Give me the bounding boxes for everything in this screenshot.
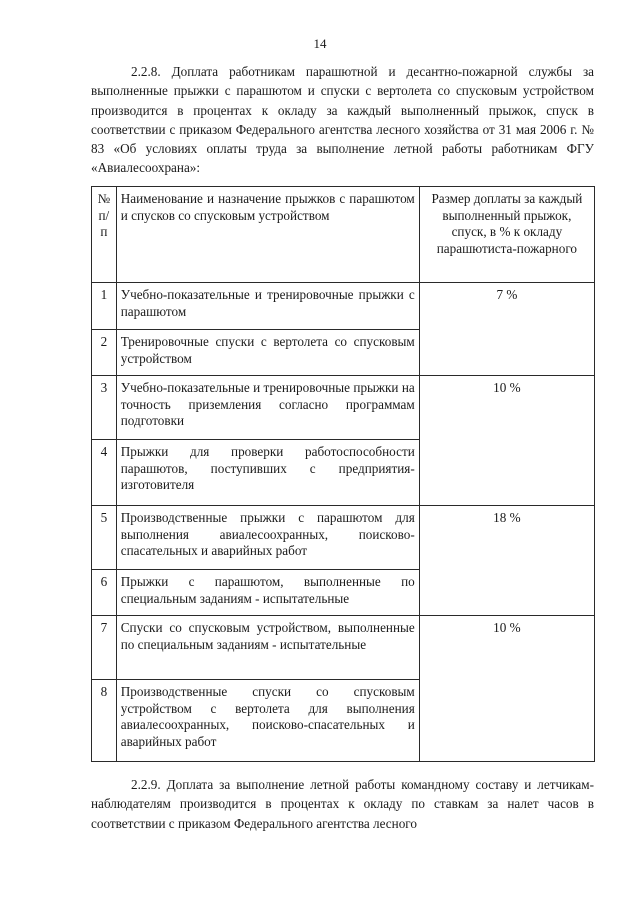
paragraph-text: Доплата работникам парашютной и десантно-пожарной службы за выполненные прыжки с парашютом и спуски с вертолета со спусковым устройством производится в процентах к окладу за каждый выполненный прыжок, спуск в соответствии с приказом Федерального агентства лесного хозяйства от 31 мая 2006 г. № 83 «Об условиях оплаты труда за выполнение летной работы работникам ФГУ «Авиалесоохрана»: xyxy=(91,64,595,176)
row-number: 1 xyxy=(92,283,117,330)
table-row xyxy=(92,506,595,570)
table-row xyxy=(92,283,595,330)
row-name: Тренировочные спуски с вертолета со спусковым устройством xyxy=(116,330,419,376)
row-name: Учебно-показательные и тренировочные прыжки на точность приземления согласно программам подготовки xyxy=(116,376,419,440)
paragraph-2-2-8 xyxy=(91,62,594,178)
rate-cell: 10 % xyxy=(419,616,594,762)
header-number: № п/п xyxy=(92,187,117,283)
paragraph-text: Доплата за выполнение летной работы командному составу и летчикам-наблюдателям производится в процентах к окладу по ставкам за налет часов в соответствии с приказом Федерального агентства лесного xyxy=(91,777,594,831)
row-number: 2 xyxy=(92,330,117,376)
table-header-row xyxy=(92,187,595,283)
table-row xyxy=(92,616,595,680)
page-number: 14 xyxy=(313,36,327,51)
row-number: 5 xyxy=(92,506,117,570)
row-number: 3 xyxy=(92,376,117,440)
rate-cell: 18 % xyxy=(419,506,594,616)
row-number: 6 xyxy=(92,570,117,616)
row-name: Прыжки для проверки работоспособности парашютов, поступивших с предприятия-изготовителя xyxy=(116,440,419,506)
row-number: 4 xyxy=(92,440,117,506)
rate-cell: 7 % xyxy=(419,283,594,376)
header-rate: Размер доплаты за каждый выполненный прыжок, спуск, в % к окладу парашютиста-пожарного xyxy=(419,187,594,283)
paragraph-number: 2.2.9. xyxy=(131,777,161,792)
rate-cell: 10 % xyxy=(419,376,594,506)
row-name: Производственные спуски со спусковым устройством с вертолета для выполнения авиалесоохранных, поисково-спасательных и аварийных работ xyxy=(116,680,419,762)
paragraph-2-2-9 xyxy=(91,775,594,833)
allowance-table xyxy=(91,186,595,762)
row-name: Прыжки с парашютом, выполненные по специальным заданиям - испытательные xyxy=(116,570,419,616)
header-name: Наименование и назначение прыжков с парашютом и спусков со спусковым устройством xyxy=(116,187,419,283)
row-name: Производственные прыжки с парашютом для выполнения авиалесоохранных, поисково-спасательных и аварийных работ xyxy=(116,506,419,570)
paragraph-number: 2.2.8. xyxy=(131,64,161,79)
row-number: 8 xyxy=(92,680,117,762)
row-name: Учебно-показательные и тренировочные прыжки с парашютом xyxy=(116,283,419,330)
row-number: 7 xyxy=(92,616,117,680)
row-name: Спуски со спусковым устройством, выполненные по специальным заданиям - испытательные xyxy=(116,616,419,680)
table-row xyxy=(92,376,595,440)
